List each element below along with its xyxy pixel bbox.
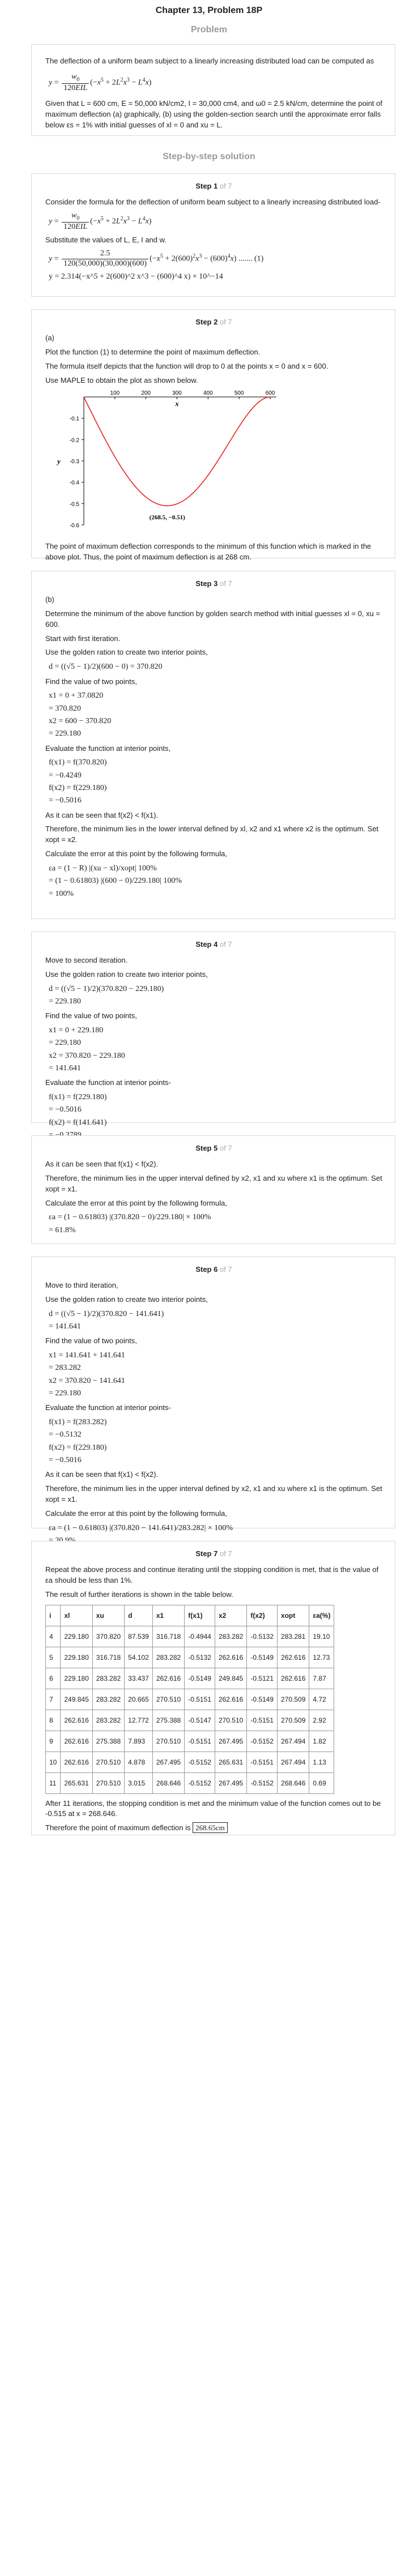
table-cell: 262.616 — [278, 1668, 309, 1689]
step-1-text-2: Substitute the values of L, E, I and w. — [45, 236, 167, 245]
table-header-cell: xl — [61, 1605, 92, 1626]
step-6-e1: εa = (1 − 0.61803) |(370.820 − 141.641)/283.282| × 100% — [49, 1523, 233, 1532]
step-3-f1a: f(x1) = f(370.820) — [49, 758, 107, 767]
step-3-heading: Step 3 of 7 — [195, 579, 232, 588]
step-1-text-1: Consider the formula for the deflection of uniform beam subject to a linearly increasing distributed load- — [45, 198, 381, 206]
step-6-x1b: = 283.282 — [49, 1364, 81, 1373]
table-cell: 283.281 — [278, 1626, 309, 1647]
table-cell: 229.180 — [61, 1668, 92, 1689]
table-cell: 267.494 — [278, 1751, 309, 1772]
step-2-heading: Step 2 of 7 — [195, 318, 232, 326]
step-6-heading: Step 6 of 7 — [195, 1265, 232, 1274]
step-6-x1a: x1 = 141.641 + 141.641 — [49, 1351, 125, 1360]
table-cell: 19.10 — [309, 1626, 334, 1647]
y-tick-label: -0.5 — [69, 501, 79, 508]
step-3-text-6: As it can be seen that f(x2) < f(x1). — [45, 810, 159, 819]
table-cell: 249.845 — [61, 1689, 92, 1710]
step-6-card — [31, 1257, 395, 1532]
step-7-text-4: Therefore the point of maximum deflection is 268.65cm — [45, 1823, 382, 1834]
table-cell: 283.282 — [92, 1668, 124, 1689]
table-cell: -0.5152 — [247, 1772, 278, 1793]
table-header-cell: f(x1) — [185, 1605, 215, 1626]
step-5-card — [31, 1135, 395, 1244]
step-6-text-5: As it can be seen that f(x1) < f(x2). — [45, 1470, 159, 1479]
step-6-d2: = 141.641 — [49, 1322, 81, 1331]
deflection-chart-svg — [50, 389, 288, 536]
step-5-text-2: Therefore, the minimum lies in the upper interval defined by x2, x1 and xu where x1 is the optimum. Set xopt = x1. — [45, 1173, 382, 1193]
problem-card — [31, 44, 395, 136]
step-6-f2b: = −0.5016 — [49, 1456, 82, 1465]
step-4-d2: = 229.180 — [49, 997, 81, 1006]
step-3-e2: = (1 − 0.61803) |(600 − 0)/229.180| 100% — [49, 877, 182, 886]
step-3-x1a: x1 = 0 + 37.0820 — [49, 691, 104, 700]
step-2-text-3: Use MAPLE to obtain the plot as shown below. — [45, 375, 198, 385]
step-3-text-1: Determine the minimum of the above function by golden search method with initial guesses xl = 0, xu = 600. — [45, 609, 381, 629]
step-6-text-6: Therefore, the minimum lies in the upper interval defined by x2, x1 and xu where x1 is the optimum. Set xopt = x1. — [45, 1484, 382, 1504]
step-6-text-3: Find the value of two points, — [45, 1336, 137, 1345]
table-cell: 283.282 — [92, 1689, 124, 1710]
table-header-cell: xopt — [278, 1605, 309, 1626]
table-cell: 268.646 — [278, 1772, 309, 1793]
table-cell: -0.5149 — [247, 1647, 278, 1668]
step-4-card — [31, 932, 395, 1127]
table-header-cell: x2 — [215, 1605, 246, 1626]
table-cell: 20.665 — [125, 1689, 153, 1710]
table-cell: 1.13 — [309, 1751, 334, 1772]
results-table-header — [46, 1605, 334, 1626]
problem-equation: y = $\frac{w_0}{\text{120EIL}}$ $(-x^5 + 2L^2x^3 - L^4x)$ — [49, 72, 152, 92]
step-5-e1: εa = (1 − 0.61803) |(370.820 − 0)/229.180| × 100% — [49, 1213, 211, 1222]
table-header-cell: εa(%) — [309, 1605, 334, 1626]
problem-heading: Problem — [190, 25, 227, 35]
step-3-f1b: = −0.4249 — [49, 771, 82, 780]
table-cell: 370.820 — [92, 1626, 124, 1647]
step-3-x1b: = 370.820 — [49, 704, 81, 713]
table-header-cell: xu — [92, 1605, 124, 1626]
step-4-text-1: Move to second iteration. — [45, 956, 128, 964]
step-3-e1: εa = (1 − R) |(xu − xl)/xopt| 100% — [49, 864, 157, 873]
table-cell: 4.72 — [309, 1689, 334, 1710]
step-4-text-4: Evaluate the function at interior points- — [45, 1078, 171, 1087]
step-4-text-2: Use the golden ration to create two interior points, — [45, 969, 208, 979]
step-3-x2a: x2 = 600 − 370.820 — [49, 716, 112, 725]
table-cell: -0.5152 — [247, 1731, 278, 1751]
solution-heading: Step-by-step solution — [163, 152, 255, 161]
table-cell: 3.015 — [125, 1772, 153, 1793]
table-cell: -0.5151 — [185, 1689, 215, 1710]
table-cell: 316.718 — [152, 1626, 184, 1647]
step-6-f1a: f(x1) = f(283.282) — [49, 1418, 107, 1427]
step-3-text-5: Evaluate the function at interior points, — [45, 744, 171, 753]
table-cell: 4.878 — [125, 1751, 153, 1772]
y-tick-label: -0.4 — [69, 480, 79, 487]
table-row — [46, 1710, 334, 1731]
minimum-annotation: (268.5, −0.51) — [149, 514, 185, 522]
step-1-simplified: y = 2.314(−x^5 + 2(600)^2 x^3 − (600)^4 x) × 10^−14 — [49, 272, 223, 281]
deflection-chart — [50, 389, 382, 538]
table-cell: 267.495 — [215, 1772, 246, 1793]
table-row — [46, 1647, 334, 1668]
step-2-part: (a) — [45, 334, 54, 342]
step-7-card — [31, 1541, 395, 1835]
table-cell: 33.437 — [125, 1668, 153, 1689]
step-4-x2b: = 141.641 — [49, 1064, 81, 1073]
table-cell: -0.5132 — [247, 1626, 278, 1647]
table-cell: -0.5121 — [247, 1668, 278, 1689]
table-cell: 270.510 — [215, 1710, 246, 1731]
table-cell: -0.5132 — [185, 1647, 215, 1668]
step-3-text-7: Therefore, the minimum lies in the lower interval defined by xl, x2 and x1 where x2 is the optimum. Set xopt = x2. — [45, 825, 379, 844]
step-6-x2a: x2 = 370.820 − 141.641 — [49, 1376, 125, 1385]
table-cell: 262.616 — [215, 1689, 246, 1710]
table-cell: -0.5151 — [247, 1751, 278, 1772]
table-cell: 268.646 — [152, 1772, 184, 1793]
table-cell: 4 — [46, 1626, 61, 1647]
step-3-f2a: f(x2) = f(229.180) — [49, 783, 107, 792]
table-cell: -0.5152 — [185, 1751, 215, 1772]
table-row — [46, 1731, 334, 1751]
table-cell: 265.631 — [215, 1751, 246, 1772]
x-tick-label: 400 — [203, 390, 213, 397]
step-3-part: (b) — [45, 595, 54, 604]
table-cell: 267.495 — [215, 1731, 246, 1751]
table-cell: 7.87 — [309, 1668, 334, 1689]
table-cell: 283.282 — [152, 1647, 184, 1668]
step-4-heading: Step 4 of 7 — [195, 940, 232, 949]
step-7-text-2: The result of further iterations is shown in the table below. — [45, 1590, 233, 1599]
table-cell: 270.510 — [92, 1772, 124, 1793]
step-4-d1: d = ((√5 − 1)/2)(370.820 − 229.180) — [49, 984, 164, 993]
table-row — [46, 1751, 334, 1772]
step-3-card — [31, 571, 395, 919]
step-6-f2a: f(x2) = f(229.180) — [49, 1443, 107, 1452]
step-4-text-3: Find the value of two points, — [45, 1011, 137, 1020]
table-cell: 270.510 — [152, 1731, 184, 1751]
table-cell: 267.494 — [278, 1731, 309, 1751]
table-cell: 229.180 — [61, 1626, 92, 1647]
step-5-e2: = 61.8% — [49, 1225, 76, 1234]
table-cell: -0.5152 — [185, 1772, 215, 1793]
x-tick-label: 100 — [110, 390, 120, 397]
table-cell: -0.4944 — [185, 1626, 215, 1647]
step-4-x2a: x2 = 370.820 − 229.180 — [49, 1051, 125, 1060]
table-cell: 262.616 — [152, 1668, 184, 1689]
table-cell: 87.539 — [125, 1626, 153, 1647]
table-cell: 249.845 — [215, 1668, 246, 1689]
table-cell: 7 — [46, 1689, 61, 1710]
x-tick-label: 300 — [172, 390, 182, 397]
table-row — [46, 1689, 334, 1710]
x-axis-label: x — [175, 399, 179, 408]
table-row — [46, 1772, 334, 1793]
step-6-text-7: Calculate the error at this point by the following formula, — [45, 1509, 227, 1518]
table-cell: 262.616 — [61, 1751, 92, 1772]
table-cell: 2.92 — [309, 1710, 334, 1731]
step-7-heading: Step 7 of 7 — [195, 1549, 232, 1558]
problem-text-1: The deflection of a uniform beam subject to a linearly increasing distributed load can be computed as — [45, 57, 374, 65]
table-row — [46, 1668, 334, 1689]
table-cell: 267.495 — [152, 1751, 184, 1772]
step-6-d1: d = ((√5 − 1)/2)(370.820 − 141.641) — [49, 1309, 164, 1318]
table-row — [46, 1626, 334, 1647]
table-cell: -0.5149 — [247, 1689, 278, 1710]
table-cell: 262.616 — [61, 1710, 92, 1731]
step-2-card — [31, 309, 395, 562]
x-tick-label: 200 — [141, 390, 151, 397]
table-cell: 270.510 — [152, 1689, 184, 1710]
step-4-x1b: = 229.180 — [49, 1039, 81, 1048]
problem-text-2: Given that L = 600 cm, E = 50,000 kN/cm2, I = 30,000 cm4, and ω0 = 2.5 kN/cm, determine the point of maximum deflection (a) graphically, (b) using the golden-section search until the approximate error falls below εs = 1% with initial guesses of xl = 0 and xu = L. — [45, 99, 382, 130]
step-3-text-8: Calculate the error at this point by the following formula, — [45, 849, 227, 858]
step-2-text-1: Plot the function (1) to determine the point of maximum deflection. — [45, 347, 261, 356]
final-answer: 268.65cm — [193, 1822, 228, 1833]
table-cell: 5 — [46, 1647, 61, 1668]
step-4-f1a: f(x1) = f(229.180) — [49, 1093, 107, 1102]
table-cell: 10 — [46, 1751, 61, 1772]
step-3-e3: = 100% — [49, 889, 74, 898]
table-cell: 270.509 — [278, 1689, 309, 1710]
x-tick-label: 500 — [234, 390, 244, 397]
step-1-substituted: y = $\frac{2.5}{120(50,000)(30,000)(600)}$ $(-x^5 + 2(600)^2x^3 - (600)^4x)$ ....... (1) — [49, 249, 264, 268]
table-cell: 7.893 — [125, 1731, 153, 1751]
table-cell: -0.5151 — [247, 1710, 278, 1731]
y-tick-label: -0.2 — [69, 437, 79, 444]
step-3-d: d = ((√5 − 1)/2)(600 − 0) = 370.820 — [49, 663, 163, 672]
y-axis-label: y — [57, 457, 61, 466]
step-1-card — [31, 173, 395, 297]
table-cell: 283.282 — [215, 1626, 246, 1647]
table-cell: -0.5149 — [185, 1668, 215, 1689]
table-cell: 6 — [46, 1668, 61, 1689]
table-cell: 12.772 — [125, 1710, 153, 1731]
step-2-text-2: The formula itself depicts that the function will drop to 0 at the points x = 0 and x = 600. — [45, 361, 329, 370]
step-5-heading: Step 5 of 7 — [195, 1144, 232, 1152]
table-cell: 54.102 — [125, 1647, 153, 1668]
table-cell: 270.510 — [92, 1751, 124, 1772]
step-5-text-3: Calculate the error at this point by the following formula, — [45, 1198, 227, 1207]
step-2-text-4: The point of maximum deflection corresponds to the minimum of this function which is marked in the above plot. Thus, the point of maximum deflection is at 268 cm. — [45, 542, 372, 562]
step-6-f1b: = −0.5132 — [49, 1430, 82, 1439]
table-cell: 270.509 — [278, 1710, 309, 1731]
step-3-text-2: Start with first iteration. — [45, 634, 121, 643]
table-cell: -0.5147 — [185, 1710, 215, 1731]
table-cell: 9 — [46, 1731, 61, 1751]
step-6-text-2: Use the golden ration to create two interior points, — [45, 1295, 208, 1304]
step-3-x2b: = 229.180 — [49, 729, 81, 738]
table-cell: 0.69 — [309, 1772, 334, 1793]
table-cell: -0.5151 — [185, 1731, 215, 1751]
y-tick-label: -0.3 — [69, 459, 79, 465]
step-1-formula: y = $\frac{w_0}{\text{120EIL}}$ $(-x^5 + 2L^2x^3 - L^4x)$ — [49, 211, 152, 231]
step-6-text-4: Evaluate the function at interior points- — [45, 1403, 171, 1412]
x-tick-label: 600 — [265, 390, 275, 397]
step-7-text-1: Repeat the above process and continue iterating until the stopping condition is met, that is the value of εa should be less than 1%. — [45, 1565, 379, 1584]
step-4-f2a: f(x2) = f(141.641) — [49, 1118, 107, 1127]
step-3-f2b: = −0.5016 — [49, 796, 82, 805]
table-cell: 1.82 — [309, 1731, 334, 1751]
table-cell: 262.616 — [278, 1647, 309, 1668]
table-cell: 275.388 — [92, 1731, 124, 1751]
step-3-text-4: Find the value of two points, — [45, 677, 137, 686]
step-3-text-3: Use the golden ration to create two interior points, — [45, 648, 208, 657]
table-cell: 11 — [46, 1772, 61, 1793]
step-1-heading: Step 1 of 7 — [195, 182, 232, 190]
table-header-cell: f(x2) — [247, 1605, 278, 1626]
step-6-x2b: = 229.180 — [49, 1389, 81, 1398]
table-cell: 275.388 — [152, 1710, 184, 1731]
y-tick-label: -0.6 — [69, 523, 79, 529]
step-4-x1a: x1 = 0 + 229.180 — [49, 1026, 104, 1035]
step-5-text-1: As it can be seen that f(x1) < f(x2). — [45, 1160, 159, 1168]
table-cell: 265.631 — [61, 1772, 92, 1793]
y-tick-label: -0.1 — [69, 416, 79, 423]
page-title: Chapter 13, Problem 18P — [155, 6, 263, 15]
step-7-text-3: After 11 iterations, the stopping condition is met and the minimum value of the function comes out to be -0.515 at x = 268.646. — [45, 1798, 381, 1818]
deflection-curve — [84, 397, 270, 506]
table-cell: 12.73 — [309, 1647, 334, 1668]
table-header-cell: i — [46, 1605, 61, 1626]
results-table — [45, 1605, 334, 1794]
table-cell: 262.616 — [215, 1647, 246, 1668]
table-cell: 316.718 — [92, 1647, 124, 1668]
table-cell: 262.616 — [61, 1731, 92, 1751]
table-header-cell: d — [125, 1605, 153, 1626]
table-cell: 8 — [46, 1710, 61, 1731]
step-4-f1b: = −0.5016 — [49, 1105, 82, 1114]
step-6-text-1: Move to third iteration, — [45, 1281, 118, 1289]
table-header-cell: x1 — [152, 1605, 184, 1626]
table-cell: 283.282 — [92, 1710, 124, 1731]
table-cell: 229.180 — [61, 1647, 92, 1668]
